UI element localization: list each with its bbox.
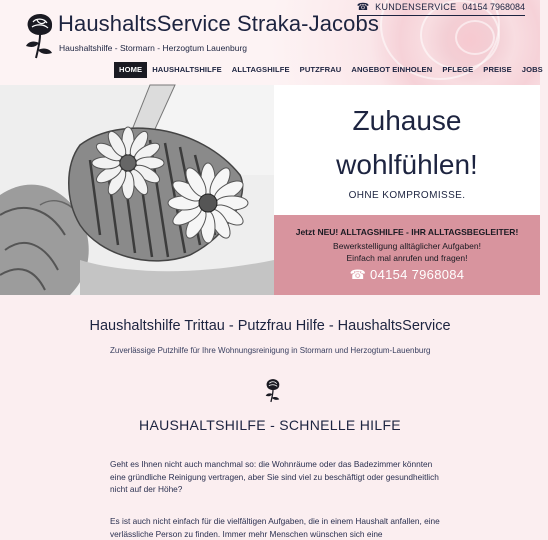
nav-item-home[interactable]: HOME [114, 62, 147, 78]
service-label: KUNDENSERVICE [375, 2, 457, 12]
customer-service-link[interactable] [357, 2, 525, 16]
hero-cleaning-illustration [0, 85, 274, 295]
site-subtitle: Haushaltshilfe - Stormarn - Herzogtum Lauenburg [59, 43, 248, 53]
rose-divider-icon [263, 377, 283, 403]
hero-headline-line2: wohlfühlen! [336, 149, 478, 180]
phone-icon: ☎ [356, 2, 370, 13]
content-title: Haushaltshilfe Trittau - Putzfrau Hilfe - HaushaltsService [89, 318, 451, 334]
body-paragraph: Es ist auch nicht einfach für die vielfältigen Aufgaben, die in einem Haushalt anfallen, eine verlässliche Person zu finden. Immer mehr Menschen wünschen sich eine [110, 516, 440, 539]
nav-item-putzfrau[interactable]: PUTZFRAU [299, 65, 342, 74]
nav-item-angebot-einholen[interactable]: ANGEBOT EINHOLEN [351, 65, 433, 74]
site-title[interactable]: HaushaltsService Straka-Jacobs [58, 11, 379, 36]
promo-headline: Jetzt NEU! ALLTAGSHILFE - IHR ALLTAGSBEGLEITER! [295, 227, 519, 237]
hero-headline-line1: Zuhause [352, 105, 462, 136]
nav-item-pflege[interactable]: PFLEGE [442, 65, 474, 74]
section-title: HAUSHALTSHILFE - SCHNELLE HILFE [139, 417, 401, 433]
promo-box [274, 215, 540, 295]
main-nav [114, 62, 548, 78]
hero-text-panel [274, 85, 540, 215]
nav-item-alltagshilfe[interactable]: ALLTAGSHILFE [231, 65, 290, 74]
nav-item-preise[interactable]: PREISE [483, 65, 512, 74]
content-subtitle: Zuverlässige Putzhilfe für Ihre Wohnungsreinigung in Stormarn und Herzogtum-Lauenburg [110, 346, 431, 355]
body-paragraph: Geht es Ihnen nicht auch manchmal so: die Wohnräume oder das Badezimmer könnten eine gründliche Reinigung vertragen, aber Sie sind viel zu beschäftigt oder gesundheitlich nicht auf der Höhe? [110, 459, 439, 494]
promo-line: Einfach mal anrufen und fragen! [346, 253, 468, 263]
promo-phone-link[interactable]: ☎ 04154 7968084 [349, 267, 465, 282]
rose-logo-icon[interactable] [22, 10, 58, 60]
hero-image [0, 85, 274, 295]
site-header [0, 0, 543, 85]
promo-line: Bewerkstelligung alltäglicher Aufgaben! [333, 241, 481, 251]
header-rose-decoration [455, 20, 495, 55]
nav-item-haushaltshilfe[interactable]: HAUSHALTSHILFE [152, 65, 222, 74]
service-phone: 04154 7968084 [462, 2, 525, 12]
nav-item-jobs[interactable]: JOBS [521, 65, 543, 74]
hero-tagline: OHNE KOMPROMISSE. [348, 190, 466, 201]
